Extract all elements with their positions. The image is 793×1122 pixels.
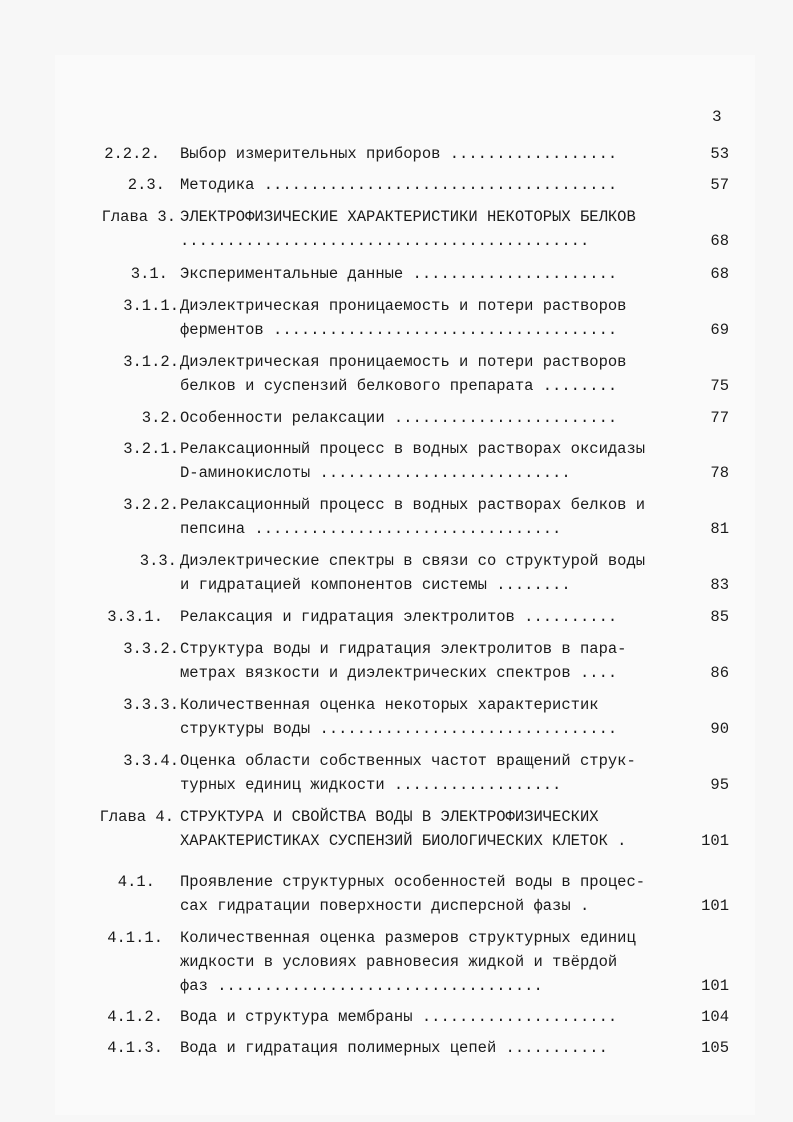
toc-entry-page: 95 <box>710 776 729 794</box>
toc-entry-page: 77 <box>710 409 729 427</box>
toc-entry-page: 53 <box>710 145 729 163</box>
toc-entry-number: 3.1.1. <box>123 297 179 315</box>
toc-entry-title-line: Экспериментальные данные ...................... <box>180 265 618 283</box>
toc-entry-title <box>180 205 680 253</box>
toc-entry-page: 81 <box>710 520 729 538</box>
toc-entry-title <box>180 406 680 430</box>
toc-entry-title-line: ЭЛЕКТРОФИЗИЧЕСКИЕ ХАРАКТЕРИСТИКИ НЕКОТОРЫХ БЕЛКОВ <box>180 208 636 226</box>
toc-entry-title <box>180 262 680 286</box>
toc-entry-page: 75 <box>710 377 729 395</box>
toc-entry-page: 105 <box>701 1039 729 1057</box>
toc-entry-title-line: Оценка области собственных частот вращений струк- <box>180 752 636 770</box>
toc-entry-title <box>180 693 680 741</box>
toc-entry-title-line: Особенности релаксации ........................ <box>180 409 618 427</box>
toc-entry-title-line: структуры воды ................................ <box>180 720 618 738</box>
toc-entry-title-line: Вода и гидратация полимерных цепей ........... <box>180 1039 608 1057</box>
toc-entry-number: 3.3. <box>139 552 177 570</box>
toc-entry-page: 85 <box>710 608 729 626</box>
toc-entry-title <box>180 493 680 541</box>
toc-entry-title-line: Количественная оценка размеров структурных единиц <box>180 929 636 947</box>
toc-entry-title <box>180 1036 680 1060</box>
toc-entry-number: 3.1. <box>130 265 168 283</box>
toc-entry-title-line: белков и суспензий белкового препарата ........ <box>180 377 618 395</box>
toc-entry-title-line: Выбор измерительных приборов .................. <box>180 145 618 163</box>
toc-entry-title <box>180 637 680 685</box>
toc-entry-page: 78 <box>710 464 729 482</box>
toc-entry-title-line: метрах вязкости и диэлектрических спектров .... <box>180 664 618 682</box>
toc-entry-number: 3.3.3. <box>123 696 179 714</box>
toc-entry-number: 4.1. <box>117 873 155 891</box>
toc-entry-title <box>180 142 680 166</box>
toc-entry-title-line: Диэлектрическая проницаемость и потери растворов <box>180 297 627 315</box>
toc-entry-title-line: турных единиц жидкости .................. <box>180 776 562 794</box>
toc-entry-title-line: жидкости в условиях равновесия жидкой и твёрдой <box>180 953 618 971</box>
toc-entry-title <box>180 1005 680 1029</box>
toc-entry-number: 3.3.1. <box>107 608 163 626</box>
toc-entry-number: 2.2.2. <box>104 145 160 163</box>
toc-entry-title-line: Релаксационный процесс в водных растворах оксидазы <box>180 440 646 458</box>
toc-entry-title-line: ХАРАКТЕРИСТИКАХ СУСПЕНЗИЙ БИОЛОГИЧЕСКИХ КЛЕТОК . <box>180 832 627 850</box>
toc-entry-page: 86 <box>710 664 729 682</box>
toc-entry-number: 4.1.3. <box>107 1039 163 1057</box>
toc-entry-title-line: Проявление структурных особенностей воды в процес- <box>180 873 646 891</box>
toc-entry-title <box>180 173 680 197</box>
toc-entry-number: 2.3. <box>127 176 165 194</box>
toc-entry-page: 68 <box>710 265 729 283</box>
toc-entry-title <box>180 605 680 629</box>
toc-entry-page: 90 <box>710 720 729 738</box>
page-number: 3 <box>712 108 722 126</box>
toc-entry-page: 83 <box>710 576 729 594</box>
toc-entry-title <box>180 749 680 797</box>
toc-entry-title-line: фаз ................................... <box>180 977 543 995</box>
toc-entry-page: 101 <box>701 897 729 915</box>
toc-entry-number: 3.1.2. <box>123 353 179 371</box>
toc-entry-title-line: Релаксационный процесс в водных растворах белков и <box>180 496 646 514</box>
toc-entry-number: 4.1.2. <box>107 1008 163 1026</box>
toc-entry-title-line: Диэлектрические спектры в связи со структурой воды <box>180 552 646 570</box>
toc-entry-title-line: Диэлектрическая проницаемость и потери растворов <box>180 353 627 371</box>
toc-entry-title-line: пепсина ................................. <box>180 520 562 538</box>
toc-entry-title-line: D-аминокислоты ........................... <box>180 464 571 482</box>
toc-entry-number: 3.3.2. <box>123 640 179 658</box>
toc-entry-title-line: СТРУКТУРА И СВОЙСТВА ВОДЫ В ЭЛЕКТРОФИЗИЧЕСКИХ <box>180 808 599 826</box>
toc-entry-page: 101 <box>701 832 729 850</box>
toc-entry-title <box>180 437 680 485</box>
toc-entry-page: 101 <box>701 977 729 995</box>
toc-entry-title-line: ............................................ <box>180 232 590 250</box>
toc-entry-title <box>180 870 680 918</box>
toc-entry-number: 3.2.2. <box>123 496 179 514</box>
toc-entry-page: 57 <box>710 176 729 194</box>
toc-entry-title <box>180 294 680 342</box>
toc-entry-number: Глава 4. <box>99 808 174 826</box>
toc-entry-title <box>180 805 680 853</box>
toc-entry-number: 3.2.1. <box>123 440 179 458</box>
toc-entry-title-line: Методика ...................................... <box>180 176 618 194</box>
toc-entry-page: 69 <box>710 321 729 339</box>
toc-entry-number: 3.3.4. <box>123 752 179 770</box>
toc-entry-title <box>180 926 680 998</box>
toc-entry-title <box>180 549 680 597</box>
toc-entry-title-line: и гидратацией компонентов системы ........ <box>180 576 571 594</box>
toc-entry-number: 4.1.1. <box>107 929 163 947</box>
toc-entry-page: 68 <box>710 232 729 250</box>
toc-entry-number: Глава 3. <box>101 208 176 226</box>
toc-entry-title <box>180 350 680 398</box>
toc-entry-title-line: сах гидратации поверхности дисперсной фазы . <box>180 897 590 915</box>
toc-entry-page: 104 <box>701 1008 729 1026</box>
toc-entry-title-line: ферментов ..................................... <box>180 321 618 339</box>
toc-entry-title-line: Количественная оценка некоторых характеристик <box>180 696 599 714</box>
toc-entry-title-line: Структура воды и гидратация электролитов в пара- <box>180 640 627 658</box>
toc-entry-title-line: Релаксация и гидратация электролитов .......... <box>180 608 618 626</box>
toc-entry-number: 3.2. <box>141 409 179 427</box>
toc-entry-title-line: Вода и структура мембраны ..................... <box>180 1008 618 1026</box>
